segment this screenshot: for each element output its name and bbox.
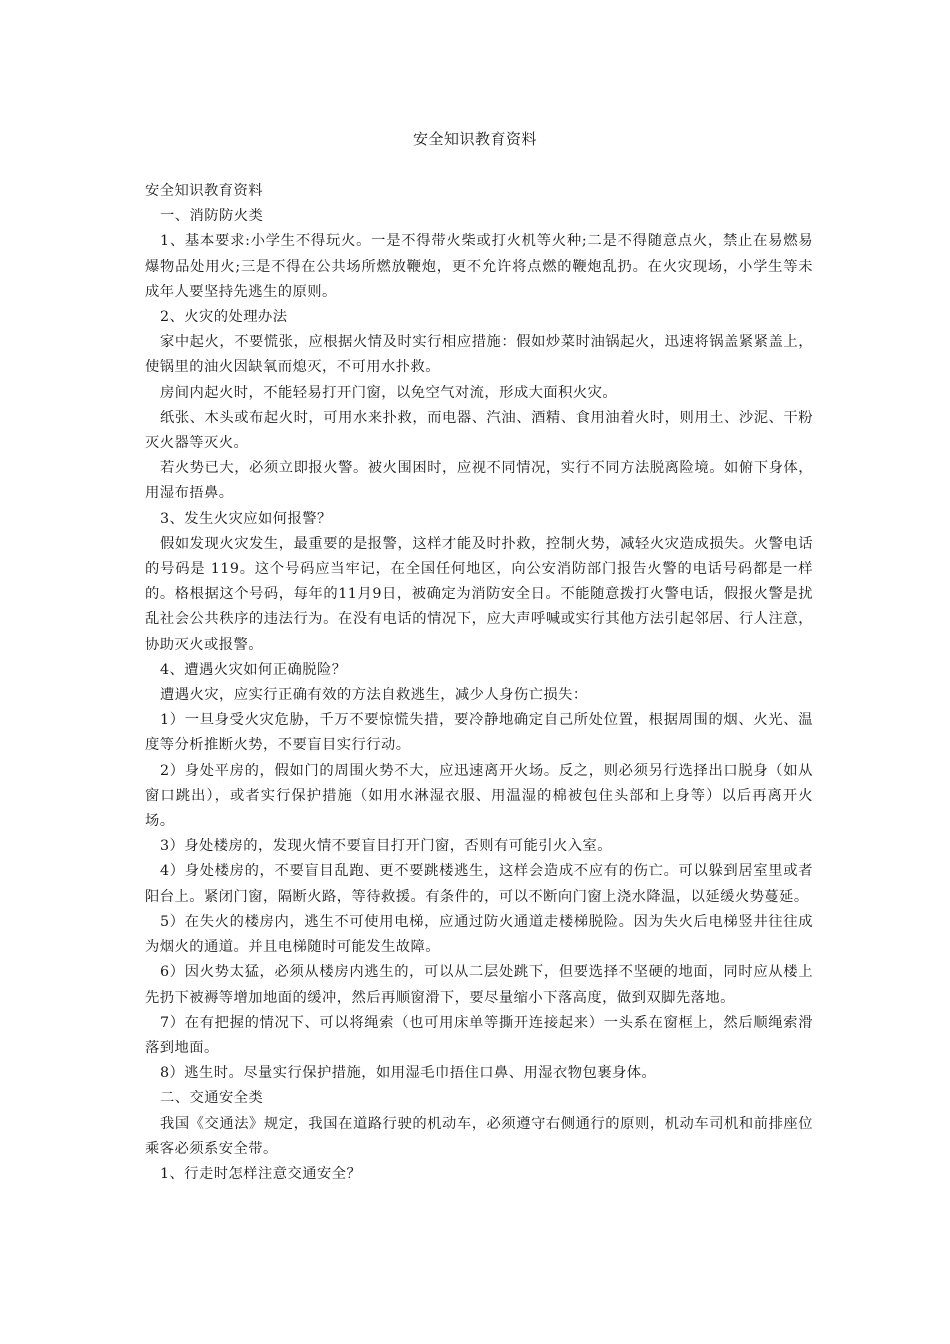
- list-item: 6）因火势太猛，必须从楼房内逃生的，可以从二层处跳下，但要选择不坚硬的地面，同时应从楼上先扔下被褥等增加地面的缓冲，然后再顺窗滑下，要尽量缩小下落高度，做到双脚先落地。: [145, 964, 813, 1006]
- section-heading-fire: 一、消防防火类: [160, 208, 264, 225]
- list-item: 4）身处楼房的，不要盲目乱跑、更不要跳楼逃生，这样会造成不应有的伤亡。可以躲到居室里或者阳台上。紧闭门窗，隔断火路，等待救援。有条件的，可以不断向门窗上浇水降温，以延缓火势蔓延。: [145, 863, 813, 905]
- subsection-heading: 1、行走时怎样注意交通安全？: [160, 1165, 362, 1182]
- list-item: 5）在失火的楼房内，逃生不可使用电梯，应通过防火通道走楼梯脱险。因为失火后电梯竖井往往成为烟火的通道。并且电梯随时可能发生故障。: [145, 913, 813, 956]
- body-heading: 安全知识教育资料: [145, 183, 263, 199]
- paragraph: 家中起火，不要慌张，应根据火情及时实行相应措施：假如炒菜时油锅起火，迅速将锅盖紧紧盖上，使锅里的油火因缺氧而熄灭，不可用水扑救。: [145, 334, 813, 376]
- document-body: [145, 179, 813, 1187]
- list-item: 7）在有把握的情况下、可以将绳索（也可用床单等撕开连接起来）一头系在窗框上，然后顺绳索滑落到地面。: [145, 1014, 813, 1056]
- list-item: 8）逃生时。尽量实行保护措施，如用湿毛巾捂住口鼻、用湿衣物包裹身体。: [160, 1065, 657, 1082]
- list-item: 2）身处平房的，假如门的周围火势不大，应迅速离开火场。反之，则必须另行选择出口脱身（如从窗口跳出），或者实行保护措施（如用水淋湿衣服、用温湿的棉被包住头部和上身等）以后再离开火场。: [145, 762, 813, 830]
- document-title: 安全知识教育资料: [412, 130, 537, 148]
- subsection-heading: 3、发生火灾应如何报警？: [160, 510, 332, 527]
- paragraph: 房间内起火时，不能轻易打开门窗，以免空气对流，形成大面积火灾。: [160, 384, 618, 401]
- paragraph: 我国《交通法》规定，我国在道路行驶的机动车，必须遵守右侧通行的原则，机动车司机和前排座位乘客必须系安全带。: [145, 1115, 813, 1157]
- paragraph: 遭遇火灾，应实行正确有效的方法自救逃生，减少人身伤亡损失：: [160, 687, 588, 704]
- paragraph: 假如发现火灾发生，最重要的是报警，这样才能及时扑救，控制火势，减轻火灾造成损失。火警电话的号码是 119。这个号码应当牢记，在全国任何地区，向公安消防部门报告火警的电话号码都是一样的。格根据这个号码，每年的11月9日，被确定为消防安全日。不能随意拨打火警电话，假报火警是扰乱社会公共秩序的违法行为。在没有电话的情况下，应大声呼喊或实行其他方法引起邻居、行人注意，协助灭火或报警。: [145, 535, 813, 653]
- paragraph: 1、基本要求:小学生不得玩火。一是不得带火柴或打火机等火种;二是不得随意点火，禁止在易燃易爆物品处用火;三是不得在公共场所燃放鞭炮，更不允许将点燃的鞭炮乱扔。在火灾现场，小学生等未成年人要坚持先逃生的原则。: [145, 233, 813, 300]
- list-item: 3）身处楼房的，发现火情不要盲目打开门窗，否则有可能引火入室。: [160, 838, 612, 855]
- subsection-heading: 2、火灾的处理办法: [160, 309, 288, 326]
- paragraph: 若火势已大，必须立即报火警。被火围困时，应视不同情况，实行不同方法脱离险境。如俯下身体，用湿布捂鼻。: [145, 460, 813, 502]
- subsection-heading: 4、遭遇火灾如何正确脱险？: [160, 661, 347, 678]
- list-item: 1）一旦身受火灾危胁，千万不要惊慌失措，要冷静地确定自己所处位置，根据周围的烟、火光、温度等分析推断火势，不要盲目实行行动。: [145, 712, 813, 754]
- section-heading-traffic: 二、交通安全类: [160, 1090, 264, 1107]
- paragraph: 纸张、木头或布起火时，可用水来扑救，而电器、汽油、酒精、食用油着火时，则用土、沙泥、干粉灭火器等灭火。: [145, 409, 813, 452]
